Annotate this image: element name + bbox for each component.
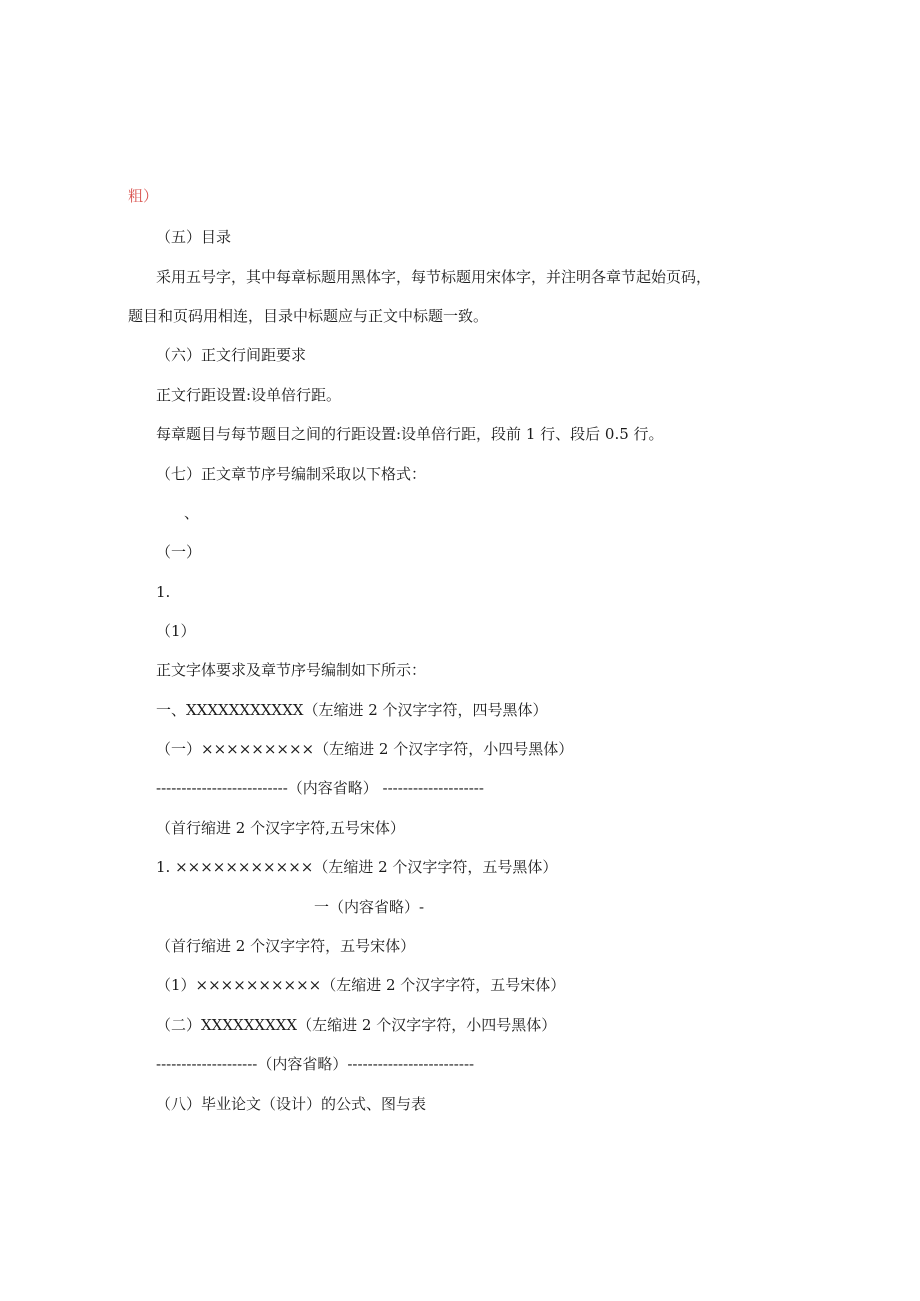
content-omitted-divider: 一（内容省略）- xyxy=(314,898,425,916)
paragraph-line: 题目和页码用相连，目录中标题应与正文中标题一致。 xyxy=(128,307,489,325)
numbering-format-item: 1. xyxy=(156,583,171,601)
format-example-line: （首行缩进 2 个汉字字符，五号宋体） xyxy=(156,937,416,955)
numbering-format-item: （1） xyxy=(156,622,196,640)
paragraph-line: 采用五号字，其中每章标题用黑体字，每节标题用宋体字，并注明各章节起始页码， xyxy=(156,268,712,286)
content-omitted-divider: --------------------（内容省略）------------------------- xyxy=(156,1055,475,1073)
format-example-line: （首行缩进 2 个汉字字符,五号宋体） xyxy=(156,819,405,837)
section-heading-formulas: （八）毕业论文（设计）的公式、图与表 xyxy=(156,1095,427,1113)
section-heading-numbering: （七）正文章节序号编制采取以下格式： xyxy=(156,465,427,483)
format-example-line: （1）××××××××××（左缩进 2 个汉字字符，五号宋体） xyxy=(156,976,566,994)
continued-text-fragment: 粗） xyxy=(128,187,159,205)
format-example-line: （一）×××××××××（左缩进 2 个汉字字符，小四号黑体） xyxy=(156,740,574,758)
paragraph-line: 正文字体要求及章节序号编制如下所示： xyxy=(156,661,427,679)
section-heading-toc: （五）目录 xyxy=(156,228,232,246)
content-omitted-divider: --------------------------（内容省略） -------------------- xyxy=(156,779,484,797)
numbering-format-item: 、 xyxy=(184,504,200,522)
paragraph-line: 正文行距设置:设单倍行距。 xyxy=(156,386,342,404)
format-example-line: （二）XXXXXXXXX（左缩进 2 个汉字字符，小四号黑体） xyxy=(156,1016,557,1034)
numbering-format-item: （一） xyxy=(156,543,202,561)
paragraph-line: 每章题目与每节题目之间的行距设置:设单倍行距，段前 1 行、段后 0.5 行。 xyxy=(156,425,664,443)
format-example-line: 一、XXXXXXXXXXX（左缩进 2 个汉字字符，四号黑体） xyxy=(156,701,548,719)
section-heading-line-spacing: （六）正文行间距要求 xyxy=(156,346,307,364)
format-example-line: 1. ×××××××××××（左缩进 2 个汉字字符，五号黑体） xyxy=(156,858,558,876)
